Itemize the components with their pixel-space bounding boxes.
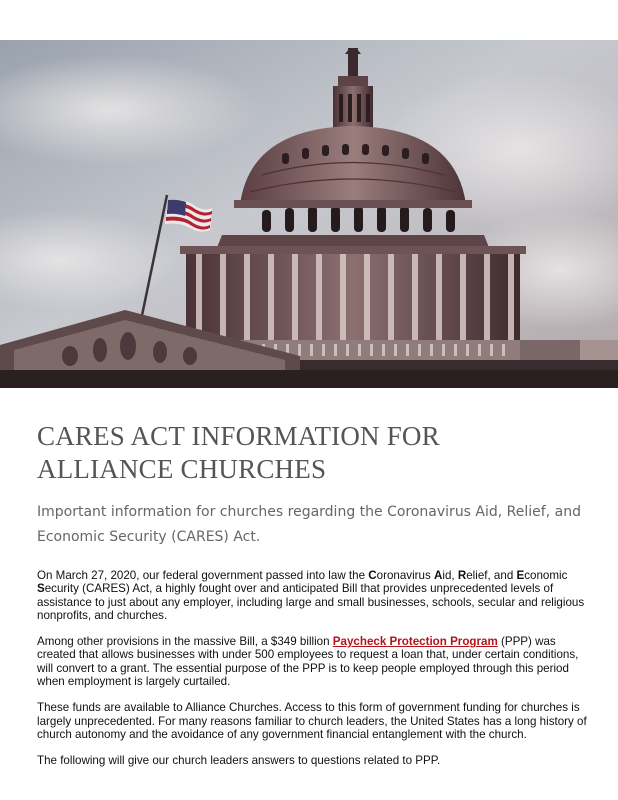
bold-initial: E — [516, 569, 525, 582]
paycheck-protection-program-link[interactable]: Paycheck Protection Program — [332, 635, 498, 649]
text-run: On March 27, 2020, our federal government passed into law the — [37, 569, 369, 582]
text-run: elief, and — [466, 569, 517, 582]
paragraph-availability: These funds are available to Alliance Churches. Access to this form of government funding for churches is largely unprecedented. For many reasons familiar to church leaders, the United States has a long history of church autonomy and the avoidance of any government financial entanglement with the church. — [37, 701, 587, 741]
page-subtitle: Important information for churches regarding the Coronavirus Aid, Relief, and Economic Security (CARES) Act. — [37, 504, 581, 545]
bold-initial: C — [368, 569, 377, 582]
title-line-1: CARES ACT INFORMATION FOR — [37, 421, 440, 451]
text-run: id, — [442, 569, 458, 582]
text-run: conomic — [524, 569, 568, 582]
bold-initial: A — [434, 569, 443, 582]
paragraph-ppp — [37, 635, 597, 688]
text-run: oronavirus — [376, 569, 434, 582]
capitol-dome-photo — [0, 40, 618, 388]
bold-initial: S — [37, 582, 45, 596]
paragraph-intro — [37, 569, 597, 622]
article-body — [37, 569, 597, 781]
hero-image — [0, 40, 618, 388]
text-run: (PPP) was created that allows businesses with under 500 employees to request a loan that, under certain conditions, will convert to a grant. The essential purpose of the PPP is to keep people employed through this period when employment is largely curtailed. — [37, 635, 579, 689]
title-line-2: ALLIANCE CHURCHES — [37, 454, 327, 484]
paragraph-closing: The following will give our church leaders answers to questions related to PPP. — [37, 754, 441, 768]
text-run: ecurity (CARES) Act, a highly fought over and anticipated Bill that provides unprecedented levels of assistance to just about any employer, including large and small businesses, schools, secular and religious nonprofits, and churches. — [37, 582, 585, 622]
bold-initial: R — [457, 569, 467, 582]
page-title — [37, 420, 597, 486]
text-run: Among other provisions in the massive Bill, a $349 billion — [37, 635, 333, 649]
